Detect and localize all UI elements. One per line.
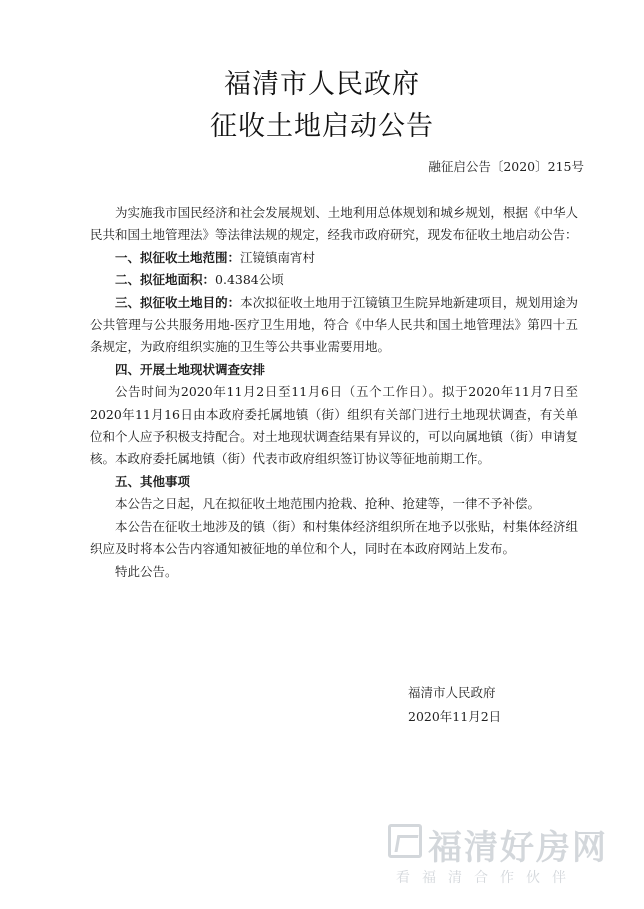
- section-5-paragraph-1: 本公告之日起，凡在拟征收土地范围内抢栽、抢种、抢建等，一律不予补偿。: [115, 496, 541, 512]
- house-logo-icon: [388, 824, 422, 858]
- signature-date: 2020年11月2日: [408, 709, 502, 724]
- section-1-text: 江镜镇南宵村: [240, 249, 316, 265]
- notice-body: [90, 202, 578, 583]
- section-3-heading: 三、拟征收土地目的：: [115, 294, 241, 310]
- document-number: 融征启公告〔2020〕215号: [428, 159, 584, 174]
- section-3-text: 本次拟征收土地用于江镜镇卫生院异地新建项目，规划用途为公共管理与公共服务用地-医疗卫生用地，符合《中华人民共和国土地管理法》第四十五条规定，为政府组织实施的卫生等公共事业需要用地。: [90, 294, 578, 355]
- section-3: [90, 292, 578, 359]
- section-1: [90, 247, 578, 269]
- section-1-heading: 一、拟征收土地范围：: [115, 249, 241, 265]
- page-title-line2: 征收土地启动公告: [210, 111, 434, 142]
- intro-paragraph: 为实施我市国民经济和社会发展规划、土地利用总体规划和城乡规划，根据《中华人民共和国土地管理法》等法律法规的规定，经我市政府研究，现发布征收土地启动公告：: [90, 205, 578, 243]
- watermark-sub: 看福清合作伙伴: [396, 870, 578, 886]
- closing-line: 特此公告。: [115, 563, 178, 579]
- section-4-heading-line: [90, 359, 578, 381]
- section-2-heading: 二、拟征地面积：: [115, 272, 216, 288]
- section-2: [90, 269, 578, 291]
- section-4-heading: 四、开展土地现状调查安排: [115, 361, 266, 377]
- section-5-paragraph-2: 本公告在征收土地涉及的镇（街）和村集体经济组织所在地予以张贴，村集体经济组织应及时将本公告内容通知被征地的单位和个人，同时在本政府网站上发布。: [90, 518, 578, 557]
- signature-org: 福清市人民政府: [408, 685, 496, 700]
- watermark: [388, 820, 608, 890]
- page-title-line1: 福清市人民政府: [224, 69, 420, 100]
- section-4-text: 公告时间为2020年11月2日至11月6日（五个工作日）。拟于2020年11月7日至2020年11月16日由本政府委托属地镇（街）组织有关部门进行土地现状调查，有关单位和个人应予积极支持配合。对土地现状调查结果有异议的，可以向属地镇（街）申请复核。本政府委托属地镇（街）代表市政府组织签订协议等征地前期工作。: [90, 384, 578, 467]
- section-5-heading-line: [90, 471, 578, 493]
- section-2-text: 0.4384公顷: [215, 272, 284, 288]
- watermark-main: 福清好房网: [428, 828, 608, 868]
- section-5-heading: 五、其他事项: [115, 473, 191, 489]
